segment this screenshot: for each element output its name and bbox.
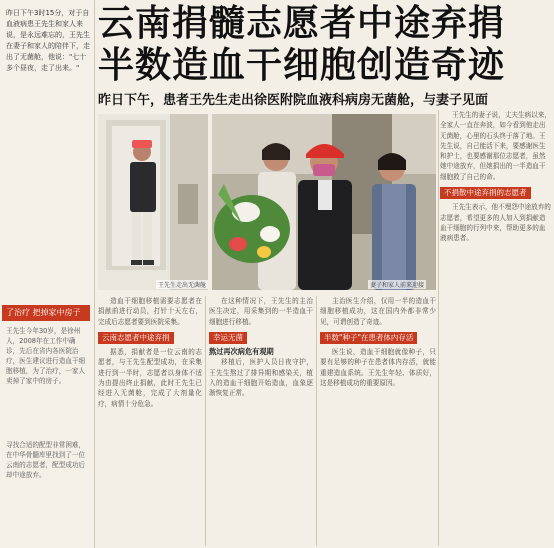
headline-line-1: 云南捐髓志愿者中途弃捐 [98,2,506,44]
left-lead-text: 昨日下午3时15分，对于自血液病患王先生和家人来说，是永远难忘的，王先生在妻子和家人的陪伴下，走出了无菌舱，他说："七十多个昼夜，走了出来。" [6,9,90,72]
left-column [0,0,95,548]
headline-line-2: 半数造血干细胞创造奇迹 [98,44,506,86]
col3-body: 医生说，造血干细胞就像种子，只要有足够的种子在患者体内存活，就能重建造血系统。王先生年轻、体质好，这是移植成功的重要原因。 [320,348,436,388]
col1-section-title: 云南志愿者中途弃捐 [98,332,174,344]
column-rule [205,296,206,546]
headline [98,0,554,90]
column-rule [316,296,317,546]
left-section-body: 王先生今年30岁，是徐州人，2008年在工作中确诊，先后在省内各医院治疗，医生建议进行造血干细胞移植，为了治疗，一家人卖掉了家中的房子。 [6,327,86,385]
col3-section-title: 半数"种子"在患者体内存活 [320,332,417,344]
photo-family-flowers [212,114,436,290]
article-column-1 [98,296,202,548]
photo-patient-doorway-image [98,114,208,290]
article-column-3 [320,296,436,548]
left-section-title: 了治疗 把掉家中房子 [2,305,90,321]
photo-patient-doorway [98,114,208,290]
col2-section-tag: 幸运无菌 [209,332,247,344]
col3-intro: 主治医生介绍，仅用一半的造血干细胞移植成功，这在国内外都非常少见，可谓创造了奇迹。 [320,297,436,326]
right-column [440,110,552,548]
photo-left-caption: 王先生走出无菌舱 [158,282,207,289]
right-section-title: 不捐散中途弃捐的志愿者 [440,187,531,199]
column-rule [438,110,439,546]
photo-right-caption: 妻子和家人前来迎接 [370,282,425,289]
left-section-body-2: 寻找合适的配型非常困难，在中华骨髓库里找到了一位云南的志愿者，配型成功后却中途放弃。 [6,441,86,479]
col2-section-subtitle: 熬过再次病危有观期 [209,347,274,357]
right-body: 王先生的妻子说，丈夫生病以来，全家人一直在奔波，如今看到他走出无菌舱，心里的石头终于落了地。王先生说，自己能活下来，要感谢医生和护士，也要感谢那位志愿者，虽然她中途放弃，但她捐出的一半造血干细胞救了自己的命。 [440,111,551,181]
right-body-2: 王先生表示，他不埋怨中途放弃的志愿者，希望更多的人加入到捐献造血干细胞的行列中来，帮助更多的血液病患者。 [440,203,551,243]
article-column-2 [209,296,313,548]
col1-body: 据悉，捐献者是一位云南的志愿者，与王先生配型成功，在采集进行到一半时，志愿者以身体不适为由提出终止捐献，此时王先生已经进入无菌舱，完成了大剂量化疗，病情十分危急。 [98,348,202,408]
photo-family-flowers-image [212,114,436,290]
subheadline: 昨日下午，患者王先生走出徐医附院血液科病房无菌舱，与妻子见面 [98,93,489,108]
col1-intro: 造血干细胞移植需要志愿者在捐献前进行动员，打针十天左右，完成后志愿者要到医院采集。 [98,297,202,326]
col2-body: 移植后，医护人员日夜守护，王先生熬过了排异期和感染关，植入的造血干细胞开始造血，血象逐渐恢复正常。 [209,358,313,398]
col2-intro: 在这种情况下，王先生的主治医生决定，用采集到的一半造血干细胞进行移植。 [209,297,313,326]
